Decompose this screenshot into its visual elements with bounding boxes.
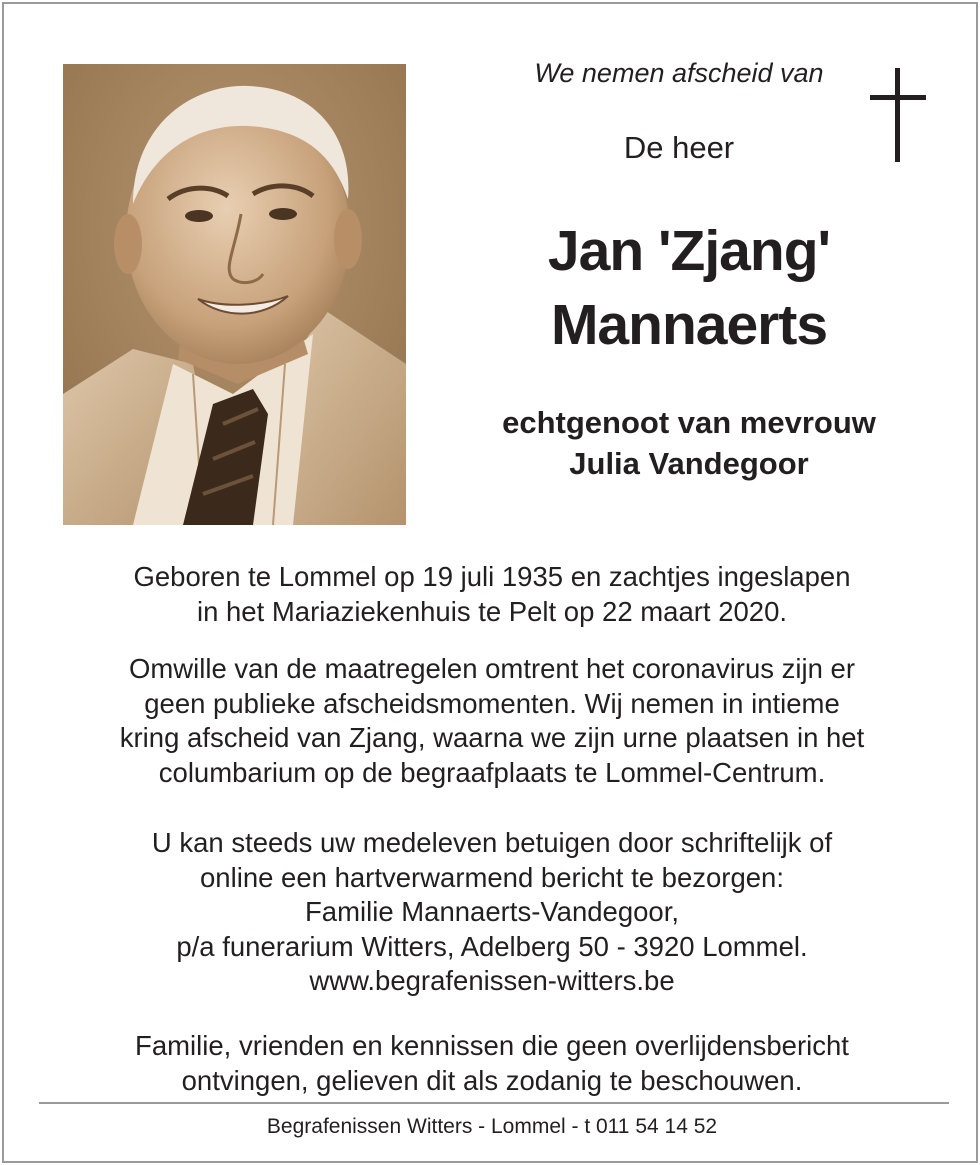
spouse-info	[434, 402, 944, 484]
text-line: Omwille van de maatregelen omtrent het coronavirus zijn er	[128, 653, 856, 684]
website-link[interactable]: www.begrafenissen-witters.be	[309, 965, 675, 996]
spouse-line-1: echtgenoot van mevrouw	[502, 405, 876, 440]
condolence-paragraph	[34, 826, 950, 999]
text-line: Familie, vrienden en kennissen die geen overlijdensbericht	[135, 1030, 849, 1061]
text-line: online een hartverwarmend bericht te bezorgen:	[200, 861, 784, 893]
title-prefix: De heer	[623, 130, 735, 165]
text-line: kring afscheid van Zjang, waarna we zijn urne plaatsen in het	[119, 722, 865, 753]
text-line: geen publieke afscheidsmomenten. Wij nemen in intieme	[144, 687, 840, 719]
text-line: Geboren te Lommel op 19 juli 1935 en zachtjes ingeslapen	[133, 561, 851, 592]
funeral-home-footer: Begrafenissen Witters - Lommel - t 011 54 14 52	[266, 1115, 718, 1138]
spouse-line-2: Julia Vandegoor	[569, 446, 809, 481]
footer-divider	[39, 1102, 949, 1104]
text-line: Familie Mannaerts-Vandegoor,	[305, 896, 679, 927]
deceased-name-line-1: Jan 'Zjang'	[547, 219, 831, 283]
birth-death-paragraph	[34, 560, 950, 629]
portrait-photo	[63, 64, 406, 525]
deceased-name-line-2: Mannaerts	[550, 293, 828, 357]
obituary-card	[2, 2, 978, 1163]
text-line: U kan steeds uw medeleven betuigen door schriftelijk of	[151, 827, 833, 858]
closing-paragraph	[34, 1029, 950, 1098]
intro-text: We nemen afscheid van	[534, 58, 824, 88]
text-line: in het Mariaziekenhuis te Pelt op 22 maart 2020.	[196, 595, 788, 627]
deceased-name	[444, 214, 934, 362]
text-line: columbarium op de begraafplaats te Lommel-Centrum.	[158, 756, 826, 788]
ceremony-paragraph	[34, 652, 950, 790]
text-line: p/a funerarium Witters, Adelberg 50 - 3920 Lommel.	[176, 930, 808, 962]
text-line: ontvingen, gelieven dit als zodanig te beschouwen.	[181, 1064, 803, 1096]
